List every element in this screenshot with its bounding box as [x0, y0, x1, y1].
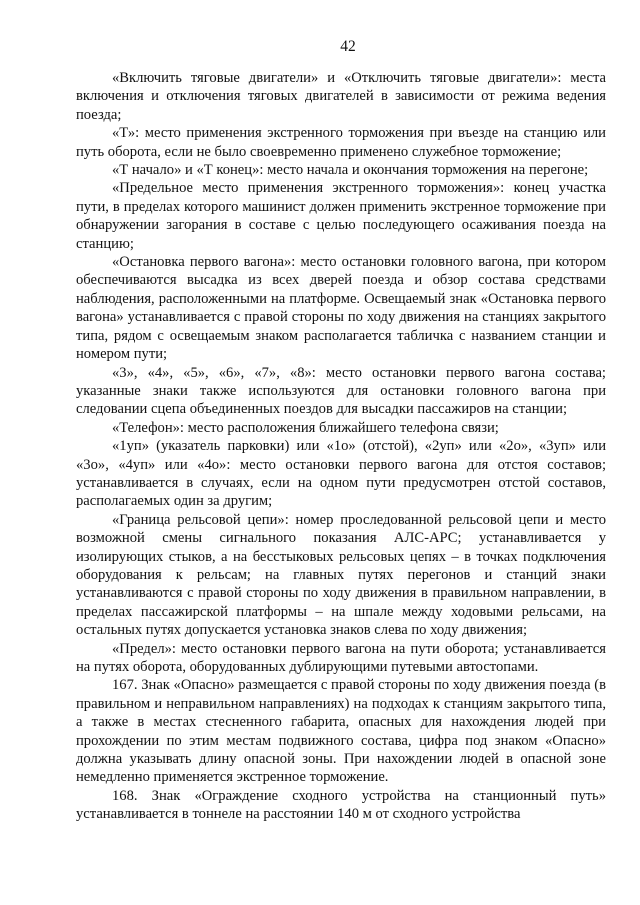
paragraph: «Т начало» и «Т конец»: место начала и окончания торможения на перегоне;: [112, 162, 589, 179]
paragraph: «Граница рельсовой цепи»: номер проследованной рельсовой цепи и место возможной смены сигнального показания АЛС-АРС; устанавливается у изолирующих стыков, а на бесстыковых рельсовых цепях – в точках подключения оборудования к рельсам; на главных путях перегонов и станций знаки устанавливаются с правой стороны по ходу движения в правильном направлении, в пределах пассажирской платформы – на шпале между ходовыми рельсами, на остальных путях допускается установка знаков слева по ходу движения;: [76, 511, 606, 639]
document-body: [76, 69, 606, 824]
paragraph: «Предел»: место остановки первого вагона на пути оборота; устанавливается на путях оборота, оборудованных дублирующими путевыми автостопами.: [76, 640, 606, 675]
paragraph: «3», «4», «5», «6», «7», «8»: место остановки первого вагона состава; указанные знаки также используются для остановки головного вагона при следовании сцепа объединенных поездов для высадки пассажиров на станции;: [76, 364, 606, 418]
paragraph: «Остановка первого вагона»: место остановки головного вагона, при котором обеспечиваются высадка из всех дверей поезда и обзор состава средствами наблюдения, расположенными на платформе. Освещаемый знак «Остановка первого вагона» устанавливается с правой стороны по ходу движения на станциях закрытого типа, рядом с освещаемым знаком располагается табличка с названием станции и номером пути;: [76, 254, 606, 363]
paragraph: 167. Знак «Опасно» размещается с правой стороны по ходу движения поезда (в правильном и неправильном направлениях) на подходах к станциям закрытого типа, а также в местах стесненного габарита, опасных для нахождения людей при прохождении по этим местам подвижного состава, цифра под знаком «Опасно» должна указывать длину опасной зоны. При нахождении людей в опасной зоне немедленно применяется экстренное торможение.: [76, 677, 606, 786]
paragraph: «1уп» (указатель парковки) или «1о» (отстой), «2уп» или «2о», «3уп» или «3о», «4уп» или «4о»: место остановки первого вагона для отстоя составов; устанавливается в случаях, если на одном пути предусмотрен отстой составов, располагаемых один за другим;: [76, 438, 606, 510]
paragraph: 168. Знак «Ограждение сходного устройства на станционный путь» устанавливается в тоннеле на расстоянии 140 м от сходного устройства: [76, 787, 606, 823]
page-number: 42: [340, 38, 356, 55]
paragraph: «Т»: место применения экстренного торможения при въезде на станцию или путь оборота, если не было своевременно применено служебное торможение;: [76, 125, 606, 160]
paragraph: «Предельное место применения экстренного торможения»: конец участка пути, в пределах которого машинист должен применить экстренное торможение при обнаружении загорания в составе с целью последующего осаживания поезда на станцию;: [76, 180, 606, 252]
paragraph: «Телефон»: место расположения ближайшего телефона связи;: [112, 419, 499, 436]
paragraph: «Включить тяговые двигатели» и «Отключить тяговые двигатели»: места включения и отключения тяговых двигателей в зависимости от режима ведения поезда;: [76, 70, 606, 123]
